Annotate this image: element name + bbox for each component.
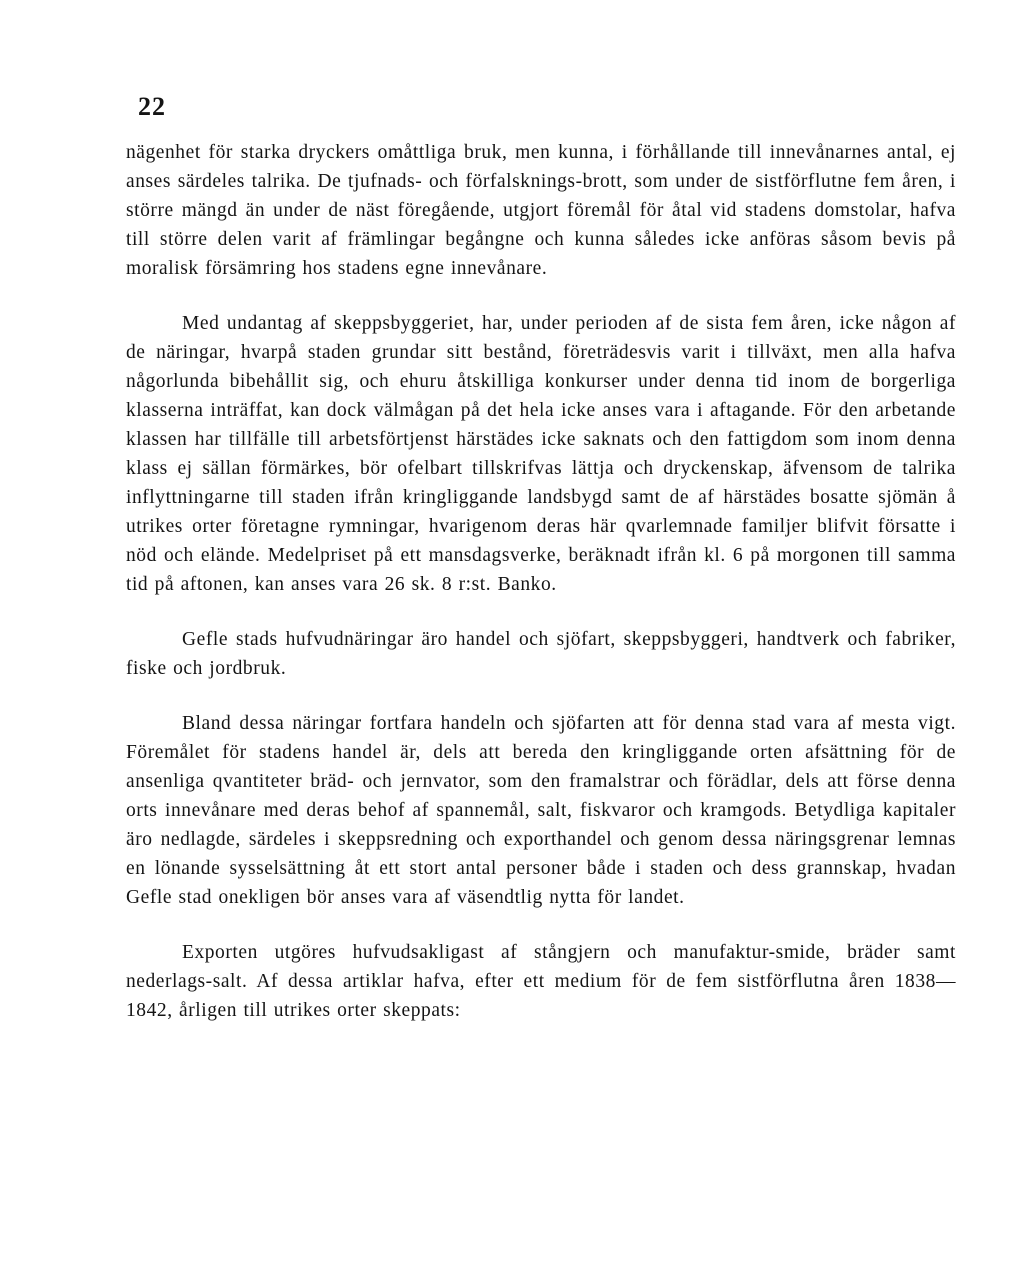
paragraph-exports: Exporten utgöres hufvudsakligast af stångjern och manufaktur-smide, bräder samt nederlags-salt. Af dessa artiklar hafva, efter ett medium för de fem sistförflutna åren 1838—1842, årligen till utrikes orter skeppats: [126, 942, 956, 1021]
paragraph-main-industries: Gefle stads hufvudnäringar äro handel och sjöfart, skeppsbyggeri, handtverk och fabriker, fiske och jordbruk. [126, 629, 956, 679]
document-page [126, 92, 956, 1025]
page-number: 22 [138, 92, 166, 121]
paragraph-trade-shipping: Bland dessa näringar fortfara handeln och sjöfarten att för denna stad vara af mesta vigt. Föremålet för stadens handel är, dels att bereda den kringliggande orten afsättning för de ansenliga qvantiteter bräd- och jernvator, som den framalstrar och förädlar, dels att förse denna orts innevånare med deras behof af spannemål, salt, fiskvaror och kramgods. Betydliga kapitaler äro nedlagde, särdeles i skeppsredning och exporthandel och genom dessa näringsgrenar lemnas en lönande sysselsättning åt ett stort antal personer både i staden och dess grannskap, hvadan Gefle stad onekligen bör anses vara af väsendtlig nytta för landet. [126, 713, 956, 908]
paragraph-continuation: nägenhet för starka dryckers omåttliga bruk, men kunna, i förhållande till innevånarnes antal, ej anses särdeles talrika. De tjufnads- och förfalsknings-brott, som under de sistförflutne fem åren, i större mängd än under de näst föregående, utgjort föremål för åtal vid stadens domstolar, hafva till större delen varit af främlingar begångne och kunna således icke anföras såsom bevis på moralisk försämring hos stadens egne innevånare. [126, 142, 956, 279]
paragraph-industries-condition: Med undantag af skeppsbyggeriet, har, under perioden af de sista fem åren, icke någon af de näringar, hvarpå staden grundar sitt bestånd, företrädesvis varit i tillväxt, men alla hafva någorlunda bibehållit sig, och ehuru åtskilliga konkurser under denna tid inom de borgerliga klasserna inträffat, kan dock välmågan på det hela icke anses vara i aftagande. För den arbetande klassen har tillfälle till arbetsförtjenst härstädes icke saknats och den fattigdom som inom denna klass ej sällan förmärkes, bör ofelbart tillskrifvas lättja och dryckenskap, äfvensom de talrika inflyttningarne till staden ifrån kringliggande landsbygd samt de af härstädes bosatte sjömän å utrikes orter företagne rymningar, hvarigenom deras här qvarlemnade familjer blifvit försatte i nöd och elände. Medelpriset på ett mansdagsverke, beräknadt ifrån kl. 6 på morgonen till samma tid på aftonen, kan anses vara 26 sk. 8 r:st. Banko. [126, 313, 956, 595]
